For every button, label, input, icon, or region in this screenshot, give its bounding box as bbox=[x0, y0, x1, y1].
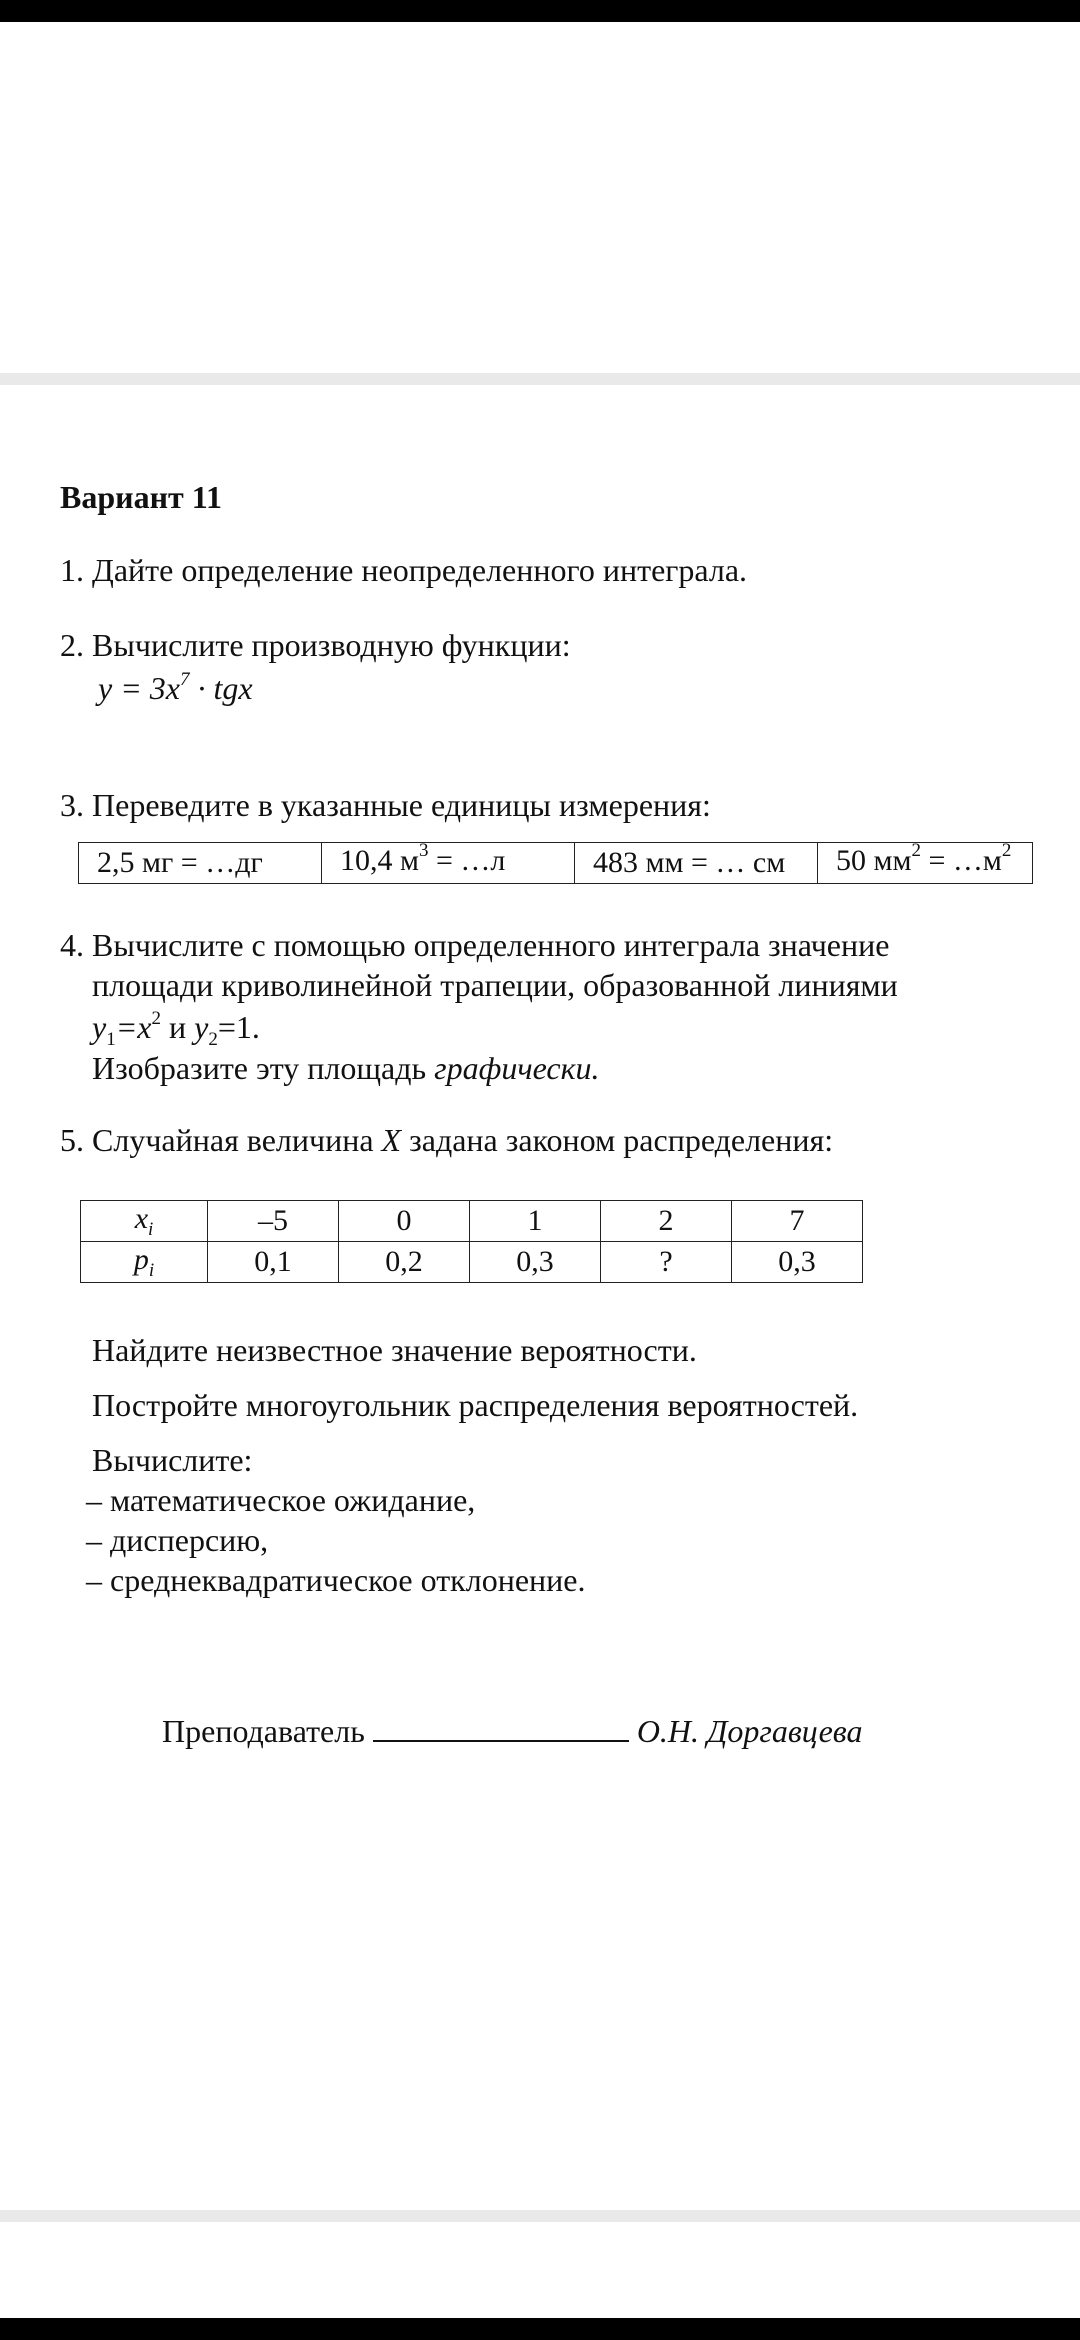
teacher-name: О.Н. Доргавцева bbox=[636, 1713, 863, 1749]
status-bar bbox=[0, 0, 1080, 22]
question-1: 1. Дайте определение неопределенного интеграла. bbox=[60, 552, 748, 588]
formula-derivative: $y = 3x^7$ · tgx bbox=[98, 669, 253, 706]
signature-block bbox=[162, 1710, 862, 1751]
p-value: 0,1 bbox=[208, 1242, 339, 1283]
list-item: – среднеквадратическое отклонение. bbox=[86, 1562, 586, 1598]
conversion-cell: 483 мм = … см bbox=[575, 843, 818, 884]
signature-line bbox=[373, 1710, 629, 1742]
question-4-curves: $y_1=x^2$ и $y_2=1$. bbox=[92, 1008, 260, 1050]
unit-conversion-table bbox=[78, 842, 1033, 884]
question-4-line-1: 4. Вычислите с помощью определенного интеграла значение bbox=[60, 927, 890, 963]
navigation-bar bbox=[0, 2318, 1080, 2340]
x-value: 0 bbox=[339, 1201, 470, 1242]
signature-label: Преподаватель bbox=[162, 1713, 365, 1749]
page-title: Вариант 11 bbox=[60, 479, 222, 515]
row-label-x: $x_i$ bbox=[81, 1201, 208, 1242]
x-value: 1 bbox=[470, 1201, 601, 1242]
page-gap-top bbox=[0, 373, 1080, 385]
list-item: – дисперсию, bbox=[86, 1522, 269, 1558]
conversion-cell: 10,4 $м^3$ = …л bbox=[322, 843, 575, 884]
conversion-cell: 2,5 мг = …дг bbox=[79, 843, 322, 884]
page-gap-bottom bbox=[0, 2210, 1080, 2222]
document-page bbox=[0, 385, 1080, 2210]
list-item: – математическое ожидание, bbox=[86, 1482, 476, 1518]
x-value: 2 bbox=[601, 1201, 732, 1242]
question-4-line-2: площади криволинейной трапеции, образованной линиями bbox=[92, 967, 898, 1003]
p-value: 0,2 bbox=[339, 1242, 470, 1283]
distribution-table bbox=[80, 1200, 863, 1283]
row-label-p: $p_i$ bbox=[81, 1242, 208, 1283]
question-4-line-4: Изобразите эту площадь графически. bbox=[92, 1050, 600, 1086]
table-row-x bbox=[81, 1201, 863, 1242]
question-5: 5. Случайная величина X задана законом распределения: bbox=[60, 1122, 834, 1158]
table-row-p bbox=[81, 1242, 863, 1283]
x-value: 7 bbox=[732, 1201, 863, 1242]
x-value: –5 bbox=[208, 1201, 339, 1242]
p-value: 0,3 bbox=[470, 1242, 601, 1283]
p-value: ? bbox=[601, 1242, 732, 1283]
p-value: 0,3 bbox=[732, 1242, 863, 1283]
task-find-probability: Найдите неизвестное значение вероятности. bbox=[92, 1332, 697, 1368]
conversion-cell: 50 $мм^2$ = $\dots м^2$ bbox=[818, 843, 1033, 884]
task-calculate: Вычислите: bbox=[92, 1442, 253, 1478]
question-2: 2. Вычислите производную функции: bbox=[60, 627, 571, 663]
task-build-polygon: Постройте многоугольник распределения вероятностей. bbox=[92, 1387, 859, 1423]
question-3: 3. Переведите в указанные единицы измерения: bbox=[60, 787, 711, 823]
